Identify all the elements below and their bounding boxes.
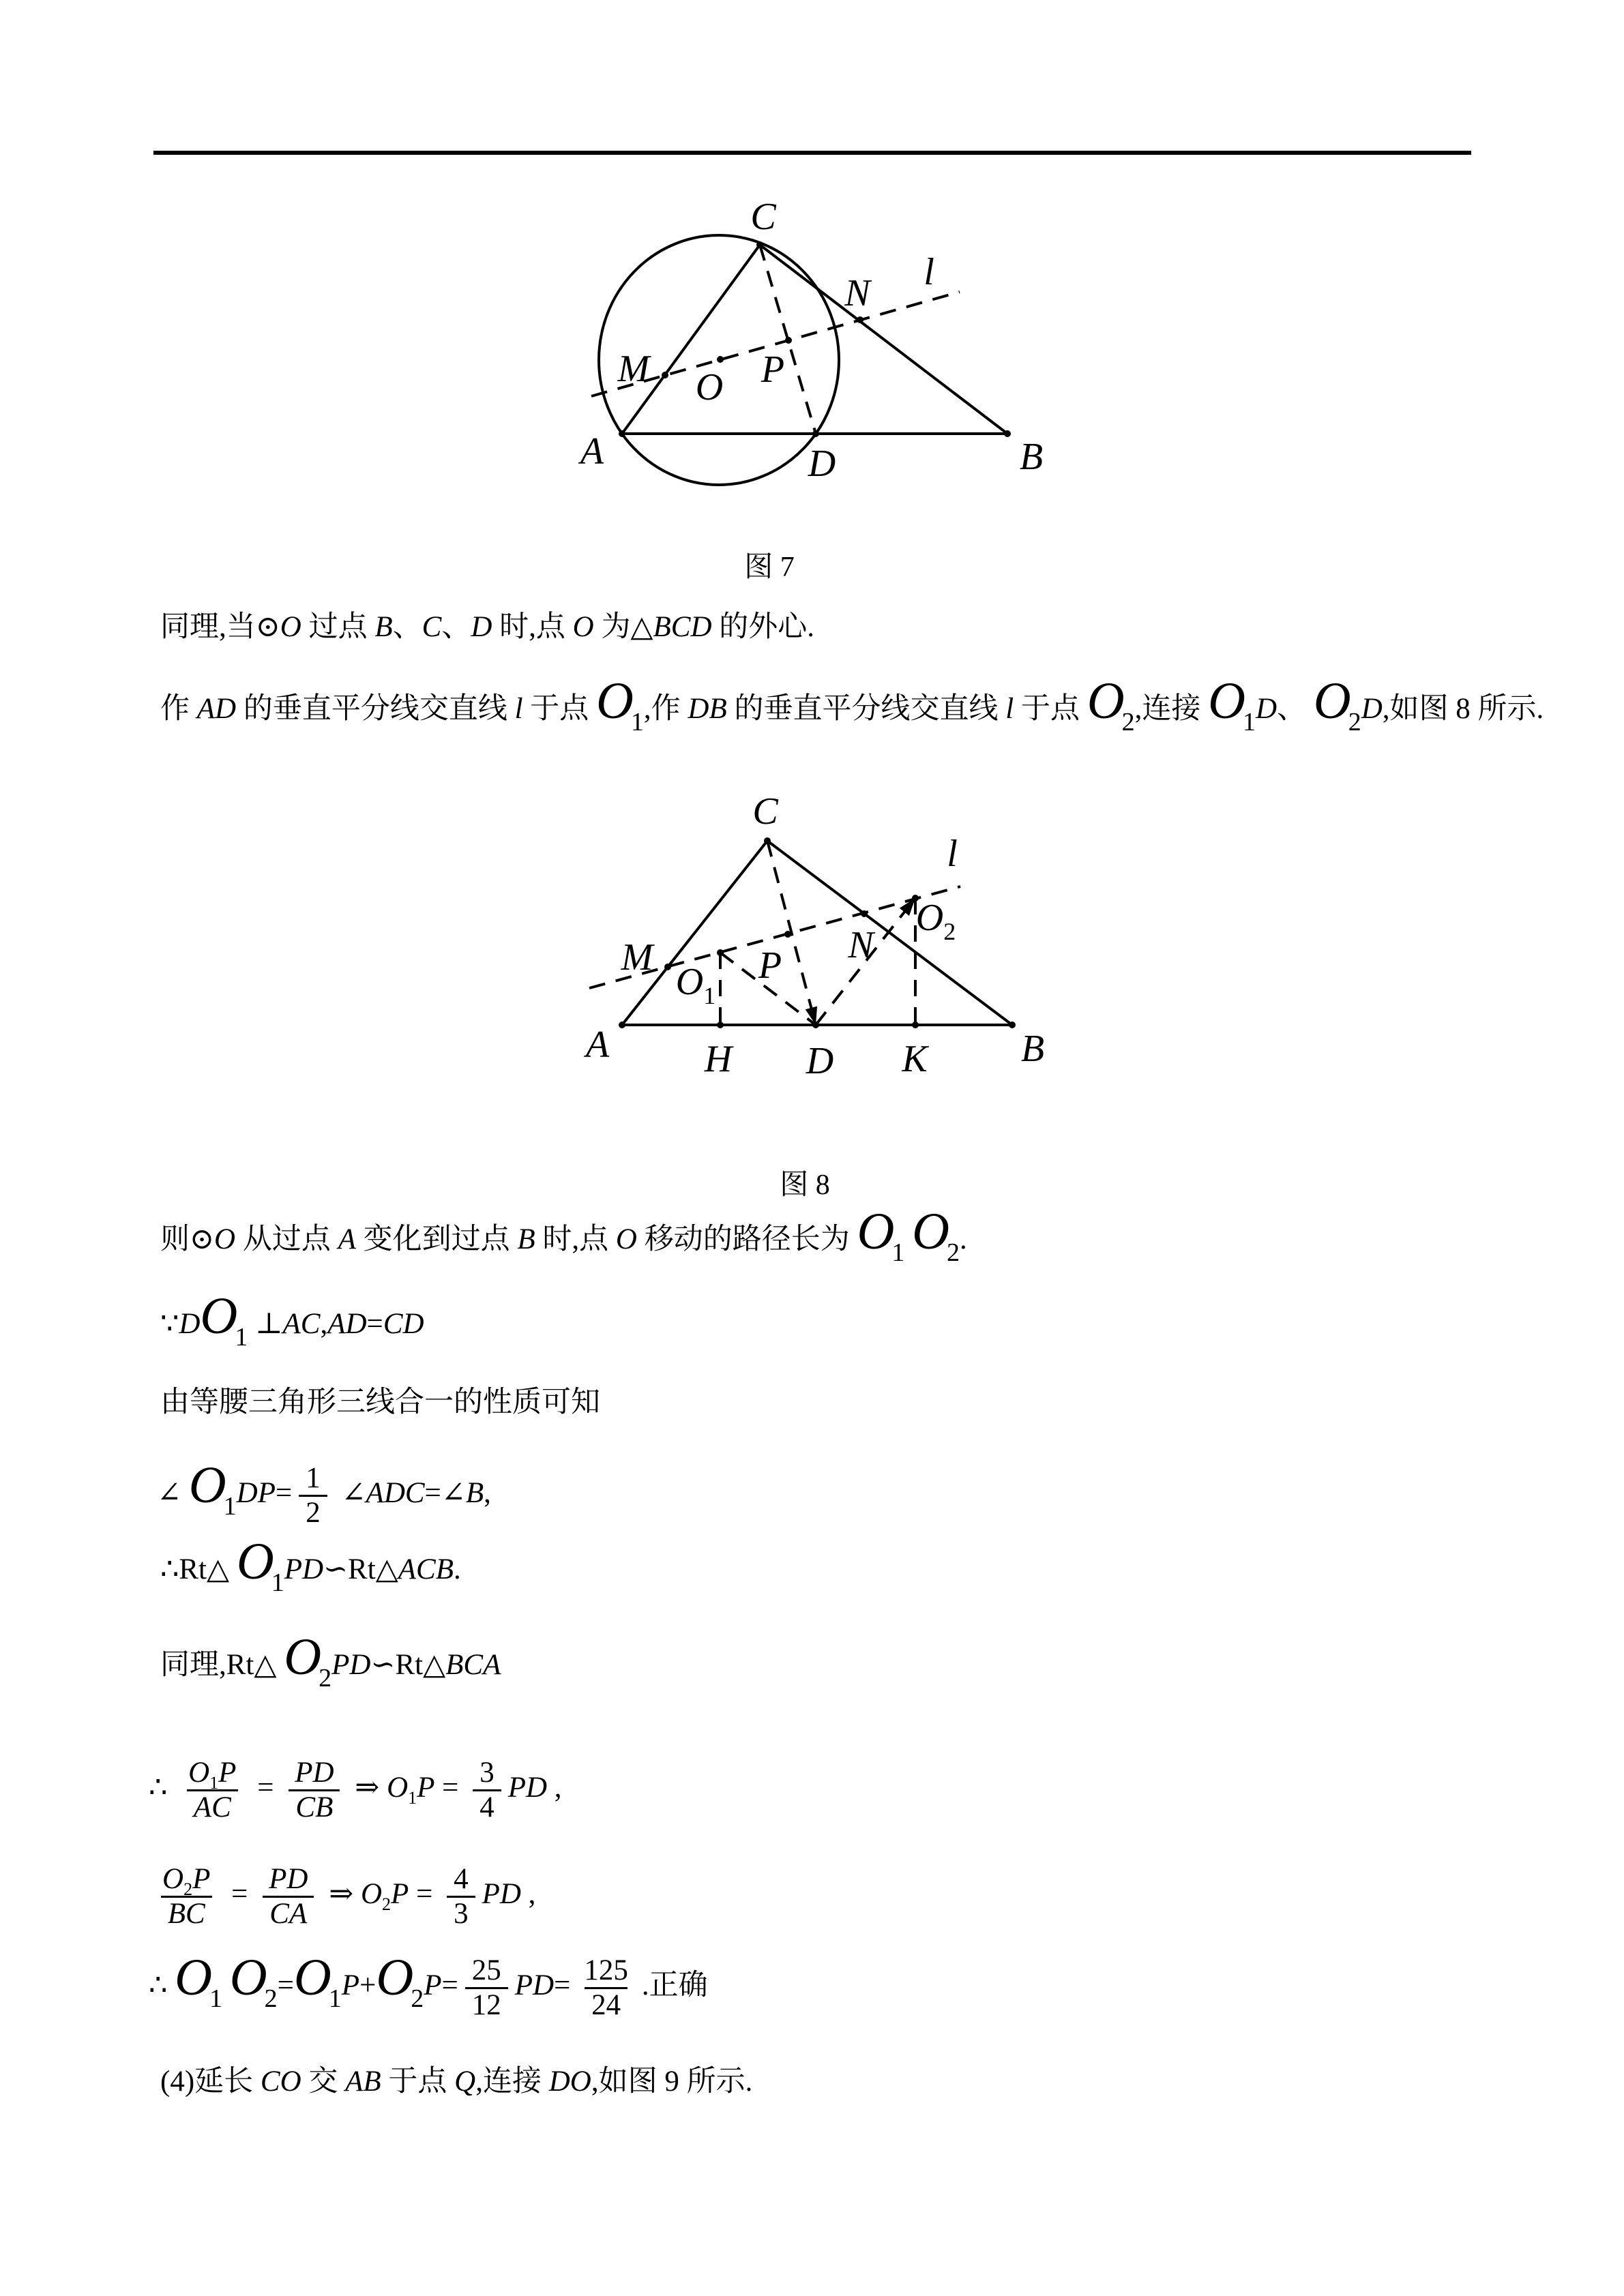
top-rule (153, 151, 1471, 155)
fig7-label-D: D (808, 443, 836, 485)
fig8-point-H (717, 1022, 724, 1028)
fig8-label-M: M (621, 936, 653, 979)
text-line-6: ∠ O1DP= $\frac{1}{2}$ ∠ADC=∠B, (157, 1457, 491, 1529)
text-line-3: 则⊙O 从过点 A 变化到过点 B 时,点 O 移动的路径长为 O1 O2. (160, 1203, 967, 1267)
fig7-point-M (662, 372, 668, 378)
text-line-8: 同理,Rt△ O2PD∽Rt△BCA (160, 1628, 501, 1693)
text-line-4: ∵DO1 ⊥AC,AD=CD (160, 1287, 424, 1352)
fig8-point-D (812, 1022, 819, 1028)
fig8-point-B (1009, 1022, 1016, 1028)
fig8-point-M (664, 964, 671, 970)
fig8-point-P (784, 931, 791, 938)
fig8-point-N (861, 910, 868, 917)
fig7-label-C: C (750, 196, 776, 238)
fig8-point-O1 (717, 949, 724, 956)
fig8-label-A: A (585, 1024, 610, 1066)
fig7-label-P: P (761, 348, 785, 391)
fig7-label-B: B (1019, 436, 1044, 478)
text-line-1: 同理,当⊙O 过点 B、C、D 时,点 O 为△BCD 的外心. (160, 611, 815, 643)
fig7-point-A (619, 430, 625, 437)
text-line-12: (4)延长 CO 交 AB 于点 Q,连接 DO,如图 9 所示. (160, 2066, 753, 2098)
figure-7-caption: 图 7 (744, 552, 795, 583)
fig7-point-O (717, 356, 724, 363)
figure-8-diagram (573, 791, 1064, 1091)
fig7-label-M: M (617, 348, 650, 390)
fig7-point-B (1004, 430, 1011, 437)
text-line-10: $\frac{O_2P}{BC}$ = $\frac{PD}{CA}$ ⇒ $O_2P$ = $\frac{4}{3}$ PD , (149, 1836, 535, 1952)
fig7-point-P (785, 337, 792, 344)
fig7-point-D (812, 430, 819, 437)
text-line-2: 作 AD 的垂直平分线交直线 l 于点 O1,作 DB 的垂直平分线交直线 l 于点 O2,连接 O1D、 O2D,如图 8 所示. (160, 672, 1544, 736)
fig7-point-N (857, 316, 863, 323)
text-line-9: ∴ $\frac{O_1P}{AC}$ = $\frac{PD}{CB}$ ⇒ $O_1P$ = $\frac{3}{4}$ PD , (149, 1757, 562, 1823)
fig7-point-C (756, 241, 763, 248)
fig8-label-O2: $O_2$ (915, 897, 956, 945)
fig8-label-C: C (752, 791, 778, 833)
fig7-label-A: A (580, 430, 604, 473)
fig8-label-H: H (704, 1038, 733, 1080)
text-line-11: ∴ O1 O2=O1P+O2P= $\frac{25}{12}$ PD= $\frac{125}{24}$ .正确 (149, 1949, 708, 2021)
fig8-label-P: P (758, 944, 782, 987)
fig8-point-A (619, 1022, 625, 1028)
fig8-label-K: K (902, 1038, 928, 1080)
text-line-5: 由等腰三角形三线合一的性质可知 (160, 1386, 600, 1418)
fig8-label-N: N (848, 924, 874, 966)
fig8-label-l: l (947, 833, 958, 875)
text-line-7: ∴Rt△ O1PD∽Rt△ACB. (160, 1533, 461, 1597)
fig7-label-O: O (695, 366, 724, 408)
fig8-label-B: B (1020, 1028, 1045, 1070)
fig8-label-D: D (806, 1040, 834, 1082)
fig7-label-l: l (924, 251, 934, 293)
fig8-label-O1: $O_1$ (675, 961, 716, 1009)
fig8-point-K (912, 1022, 919, 1028)
fig8-dashed-C-D (767, 841, 816, 1025)
figure-7-diagram (505, 184, 1064, 505)
fig7-edge-A-C (622, 245, 760, 434)
figure-8-caption: 图 8 (780, 1169, 830, 1201)
fig8-point-C (764, 837, 771, 844)
fig7-edge-C-B (760, 245, 1007, 434)
fig7-label-N: N (844, 272, 870, 314)
